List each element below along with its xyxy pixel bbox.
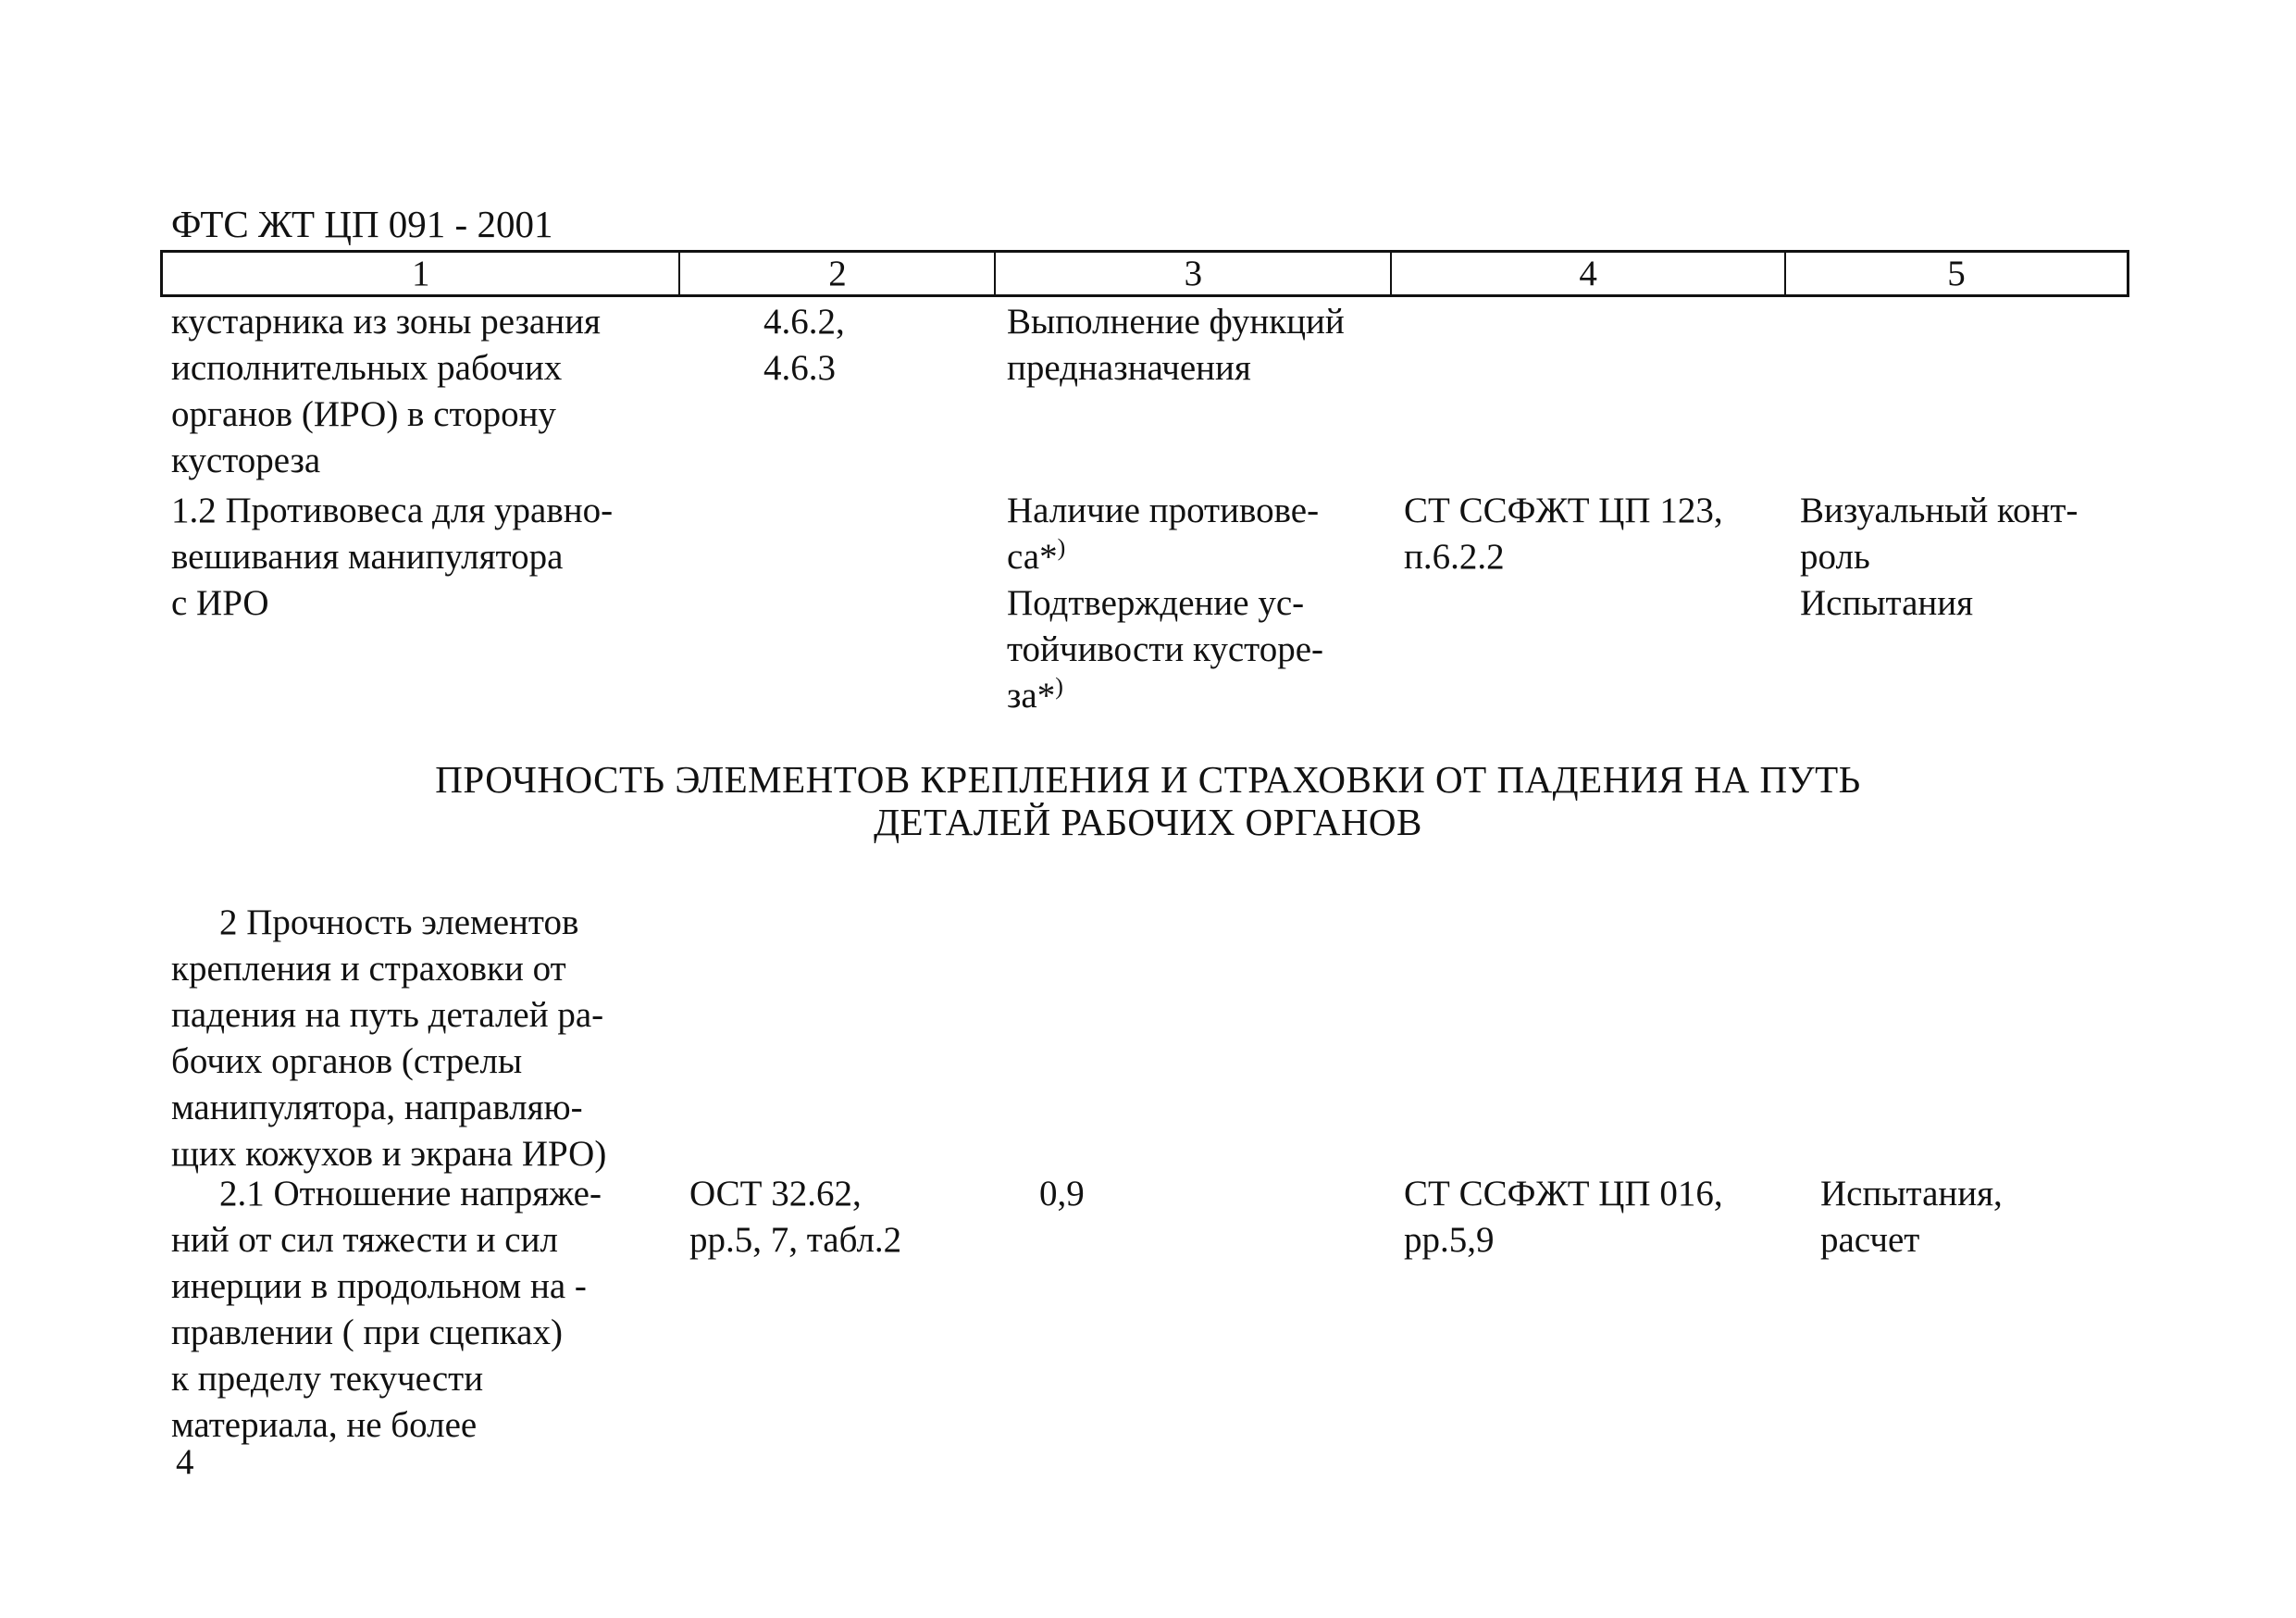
- row-1-2-indicator: Наличие противове- са*) Подтверждение ус- тойчивости кусторе- за*): [1007, 491, 1324, 716]
- column-number-1: 1: [163, 253, 680, 294]
- page-number: 4: [176, 1442, 194, 1482]
- section-title: ПРОЧНОСТЬ ЭЛЕМЕНТОВ КРЕПЛЕНИЯ И СТРАХОВКИ ОТ ПАДЕНИЯ НА ПУТЬ ДЕТАЛЕЙ РАБОЧИХ ОРГАНОВ: [435, 758, 1861, 843]
- row-2-description: 2 Прочность элементов крепления и страховки от падения на путь деталей ра- бочих органов (стрелы манипулятора, направляю- щих кожухов и экрана ИРО): [171, 902, 607, 1174]
- column-number-5: 5: [1947, 254, 1966, 293]
- row-2-1-value: 0,9: [1039, 1174, 1085, 1214]
- column-number-3: 3: [996, 253, 1392, 294]
- row-2-1-clauses: ОСТ 32.62, рр.5, 7, табл.2: [689, 1174, 902, 1260]
- row-2-1-method: Испытания, расчет: [1820, 1174, 2003, 1260]
- row-2-1-standard: СТ ССФЖТ ЦП 016, рр.5,9: [1404, 1174, 1723, 1260]
- row-1-2-method: Визуальный конт- роль Испытания: [1800, 491, 2079, 623]
- row-1-1-indicator: Выполнение функций предназначения: [1007, 302, 1345, 388]
- row-1-1-description: кустарника из зоны резания исполнительных рабочих органов (ИРО) в сторону кустореза: [171, 302, 601, 480]
- column-number-4: 4: [1392, 253, 1786, 294]
- column-number-2: 2: [680, 253, 996, 294]
- row-1-1-clauses: 4.6.2, 4.6.3: [763, 302, 845, 388]
- row-1-2-description: 1.2 Противовеса для уравно- вешивания манипулятора с ИРО: [171, 491, 614, 623]
- row-1-2-standard: СТ ССФЖТ ЦП 123, п.6.2.2: [1404, 491, 1723, 577]
- document-code: ФТС ЖТ ЦП 091 - 2001: [171, 203, 553, 245]
- column-number-header: [160, 250, 2129, 297]
- row-2-1-description: 2.1 Отношение напряже- ний от сил тяжести и сил инерции в продольном на - правлении ( при сцепках) к пределу текучести материала, не более: [171, 1174, 602, 1445]
